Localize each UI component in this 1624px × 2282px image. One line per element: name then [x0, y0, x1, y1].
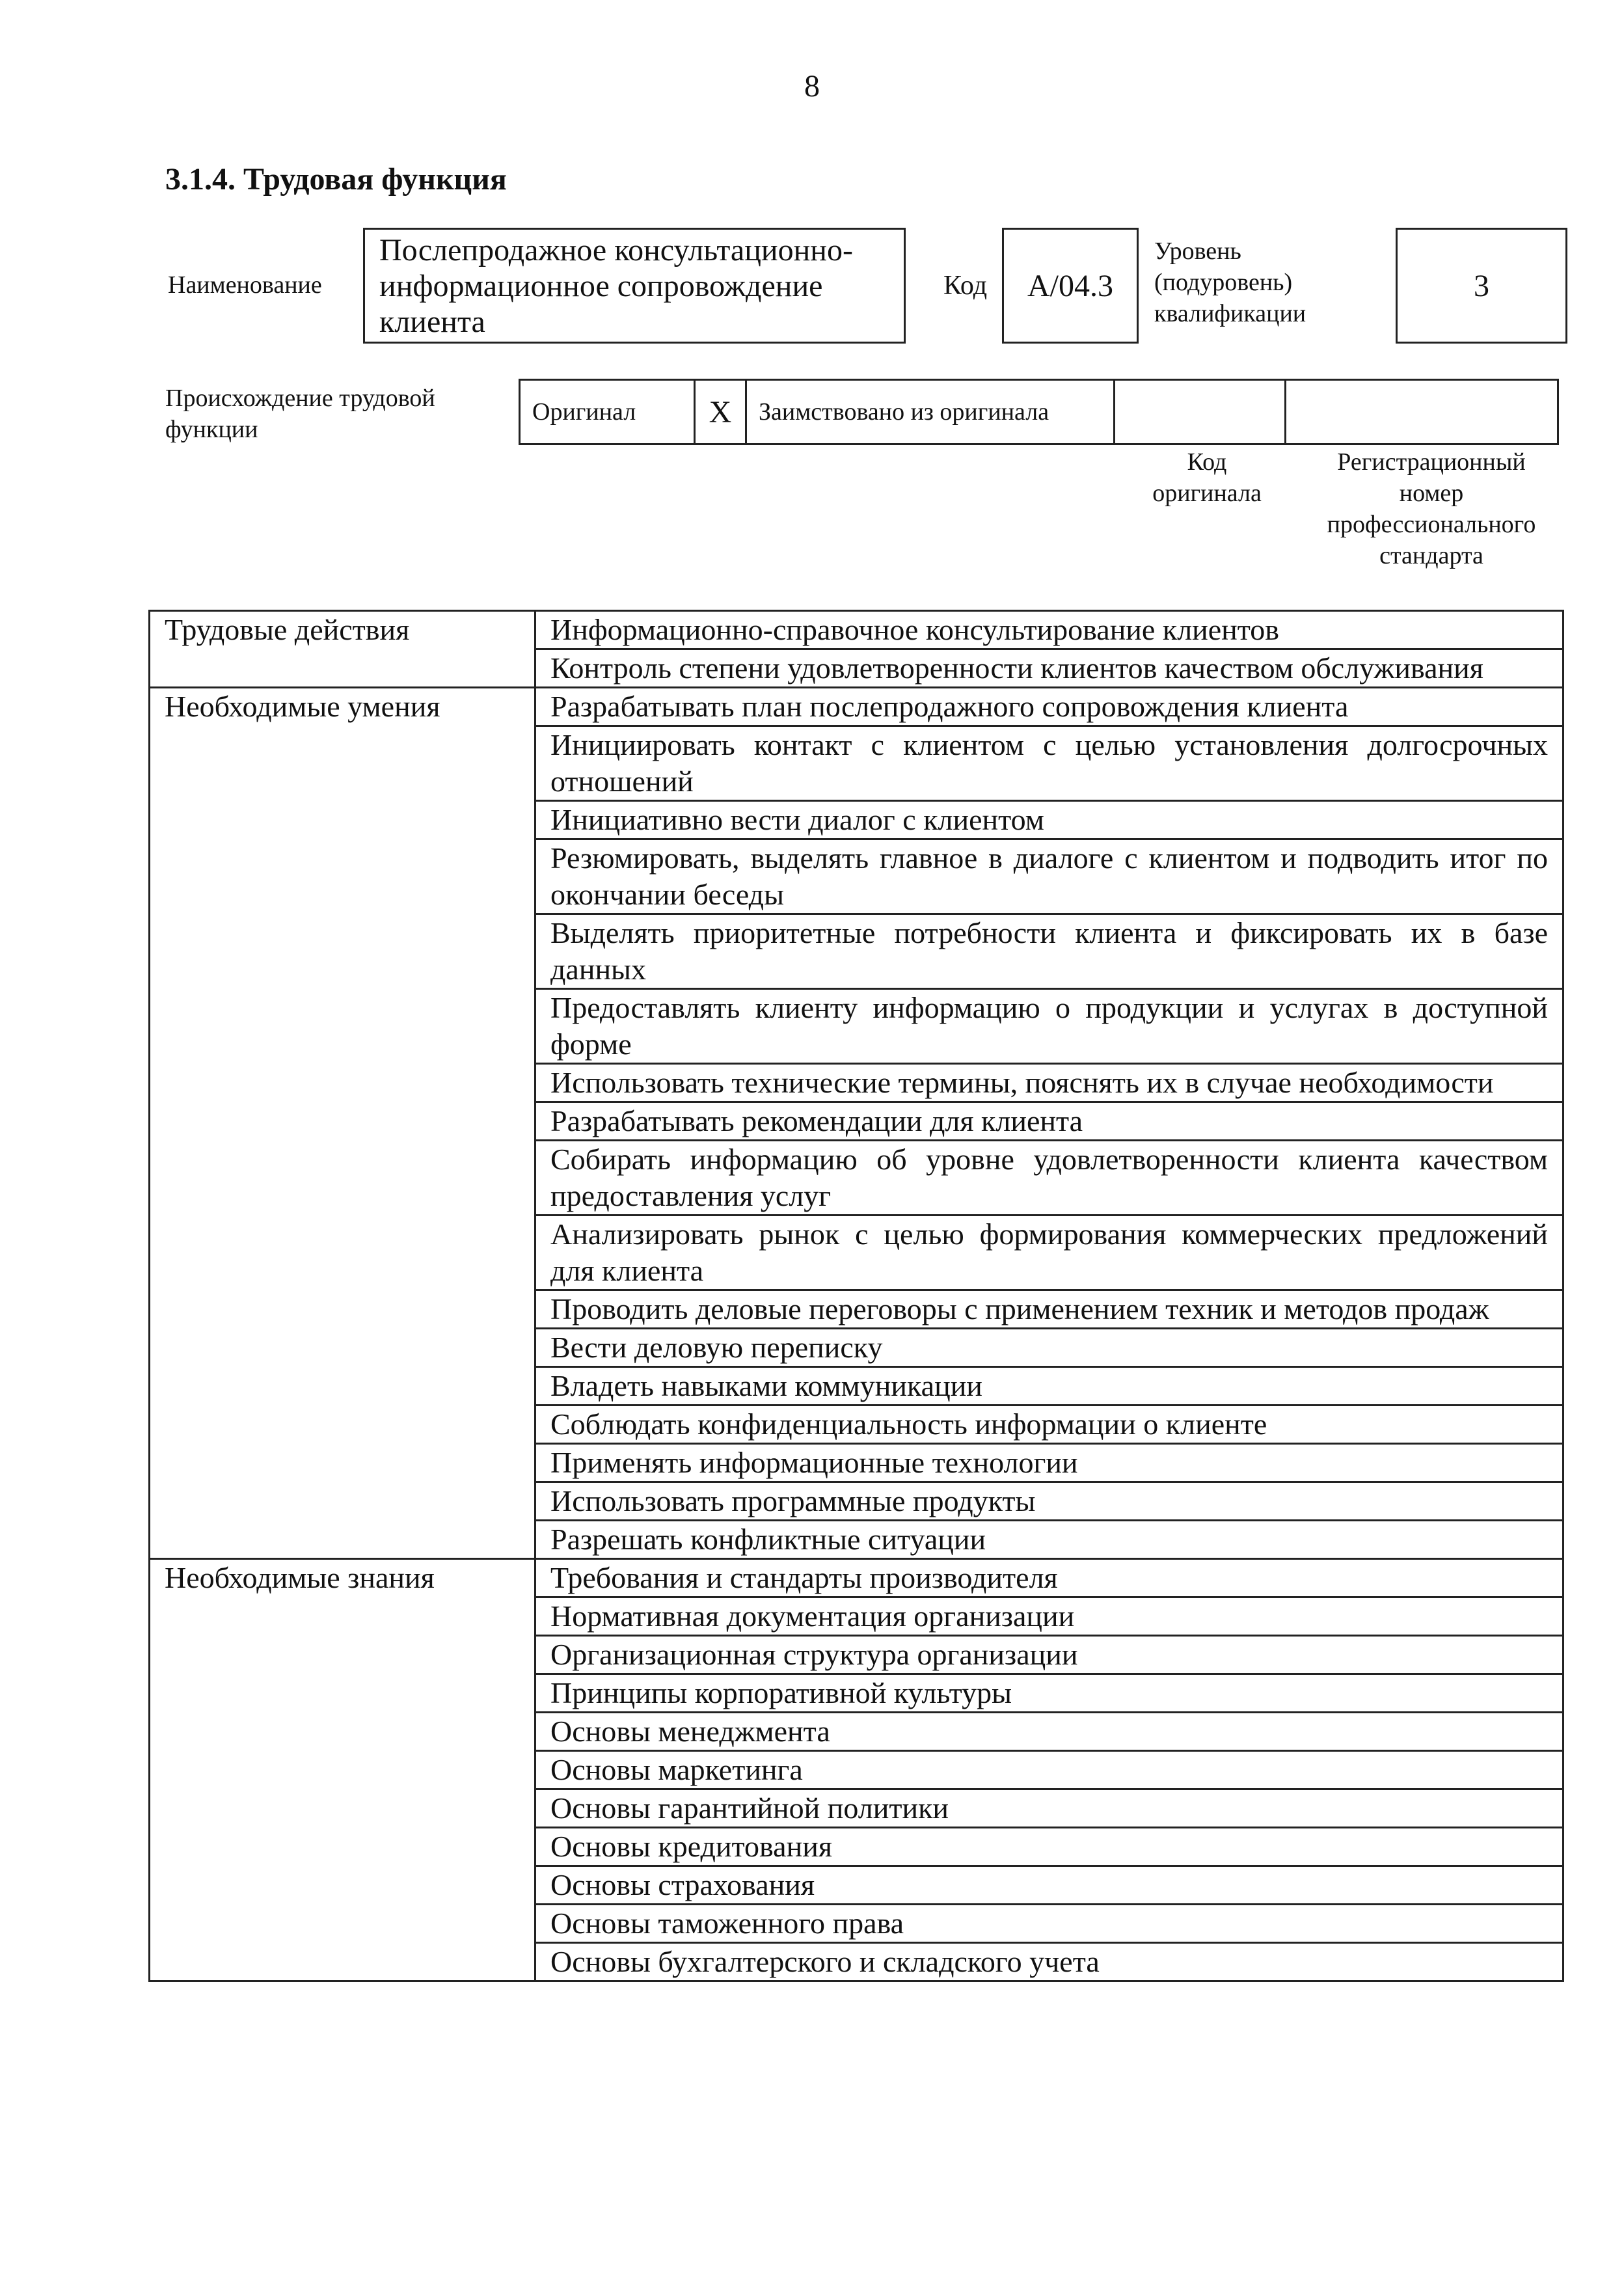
- item-cell: Инициативно вести диалог с клиентом: [535, 801, 1563, 839]
- function-name-box: [363, 228, 906, 344]
- level-value: 3: [1474, 268, 1489, 303]
- origin-borrowed-cell: Заимствовано из оригинала: [746, 380, 1115, 444]
- code-box: [1002, 228, 1139, 344]
- page-number: 8: [804, 69, 820, 103]
- code-value: А/04.3: [1027, 268, 1113, 303]
- item-cell: Инициировать контакт с клиентом с целью установления долгосрочных отношений: [535, 726, 1563, 801]
- item-cell: Организационная структура организации: [535, 1636, 1563, 1674]
- function-name-value: Послепродажное консультационно-информационное сопровождение клиента: [379, 233, 853, 339]
- labor-function-table: [148, 610, 1564, 1982]
- item-cell: Контроль степени удовлетворенности клиентов качеством обслуживания: [535, 649, 1563, 688]
- table-row: [150, 611, 1563, 649]
- item-cell: Вести деловую переписку: [535, 1329, 1563, 1367]
- item-cell: Разрабатывать рекомендации для клиента: [535, 1102, 1563, 1141]
- level-box: [1396, 228, 1567, 344]
- origin-label: Происхождение трудовой функции: [165, 385, 435, 443]
- item-cell: Разрабатывать план послепродажного сопровождения клиента: [535, 688, 1563, 726]
- code-label: Код: [943, 271, 988, 301]
- item-cell: Владеть навыками коммуникации: [535, 1367, 1563, 1406]
- section-title: 3.1.4. Трудовая функция: [165, 162, 507, 197]
- level-label: Уровень (подуровень) квалификации: [1154, 238, 1306, 327]
- origin-original-cell: Оригинал: [520, 380, 695, 444]
- item-cell: Требования и стандарты производителя: [535, 1559, 1563, 1597]
- item-cell: Соблюдать конфиденциальность информации о клиенте: [535, 1406, 1563, 1444]
- item-cell: Основы гарантийной политики: [535, 1789, 1563, 1828]
- table-row: [150, 688, 1563, 726]
- item-cell: Резюмировать, выделять главное в диалоге с клиентом и подводить итог по окончании беседы: [535, 839, 1563, 914]
- origin-mark-cell: X: [695, 380, 746, 444]
- origin-reg-cell: [1286, 380, 1558, 444]
- item-cell: Принципы корпоративной культуры: [535, 1674, 1563, 1713]
- item-cell: Основы таможенного права: [535, 1905, 1563, 1943]
- item-cell: Основы страхования: [535, 1866, 1563, 1905]
- category-cell: Необходимые знания: [150, 1559, 535, 1981]
- category-cell: Трудовые действия: [150, 611, 535, 688]
- origin-table: [519, 379, 1559, 445]
- reg-number-caption: Регистрационный номер профессионального стандарта: [1327, 448, 1536, 569]
- item-cell: Основы маркетинга: [535, 1751, 1563, 1789]
- item-cell: Проводить деловые переговоры с применением техник и методов продаж: [535, 1290, 1563, 1329]
- item-cell: Основы бухгалтерского и складского учета: [535, 1943, 1563, 1981]
- name-label: Наименование: [168, 271, 322, 299]
- item-cell: Разрешать конфликтные ситуации: [535, 1521, 1563, 1559]
- item-cell: Предоставлять клиенту информацию о продукции и услугах в доступной форме: [535, 989, 1563, 1064]
- origin-code-cell: [1115, 380, 1286, 444]
- item-cell: Информационно-справочное консультирование клиентов: [535, 611, 1563, 649]
- item-cell: Использовать программные продукты: [535, 1482, 1563, 1521]
- item-cell: Выделять приоритетные потребности клиента и фиксировать их в базе данных: [535, 914, 1563, 989]
- category-cell: Необходимые умения: [150, 688, 535, 1559]
- item-cell: Собирать информацию об уровне удовлетворенности клиента качеством предоставления услуг: [535, 1141, 1563, 1216]
- item-cell: Основы менеджмента: [535, 1713, 1563, 1751]
- item-cell: Применять информационные технологии: [535, 1444, 1563, 1482]
- table-row: [150, 1559, 1563, 1597]
- item-cell: Использовать технические термины, пояснять их в случае необходимости: [535, 1064, 1563, 1102]
- item-cell: Основы кредитования: [535, 1828, 1563, 1866]
- code-original-caption: Код оригинала: [1152, 448, 1262, 507]
- item-cell: Нормативная документация организации: [535, 1597, 1563, 1636]
- item-cell: Анализировать рынок с целью формирования коммерческих предложений для клиента: [535, 1216, 1563, 1290]
